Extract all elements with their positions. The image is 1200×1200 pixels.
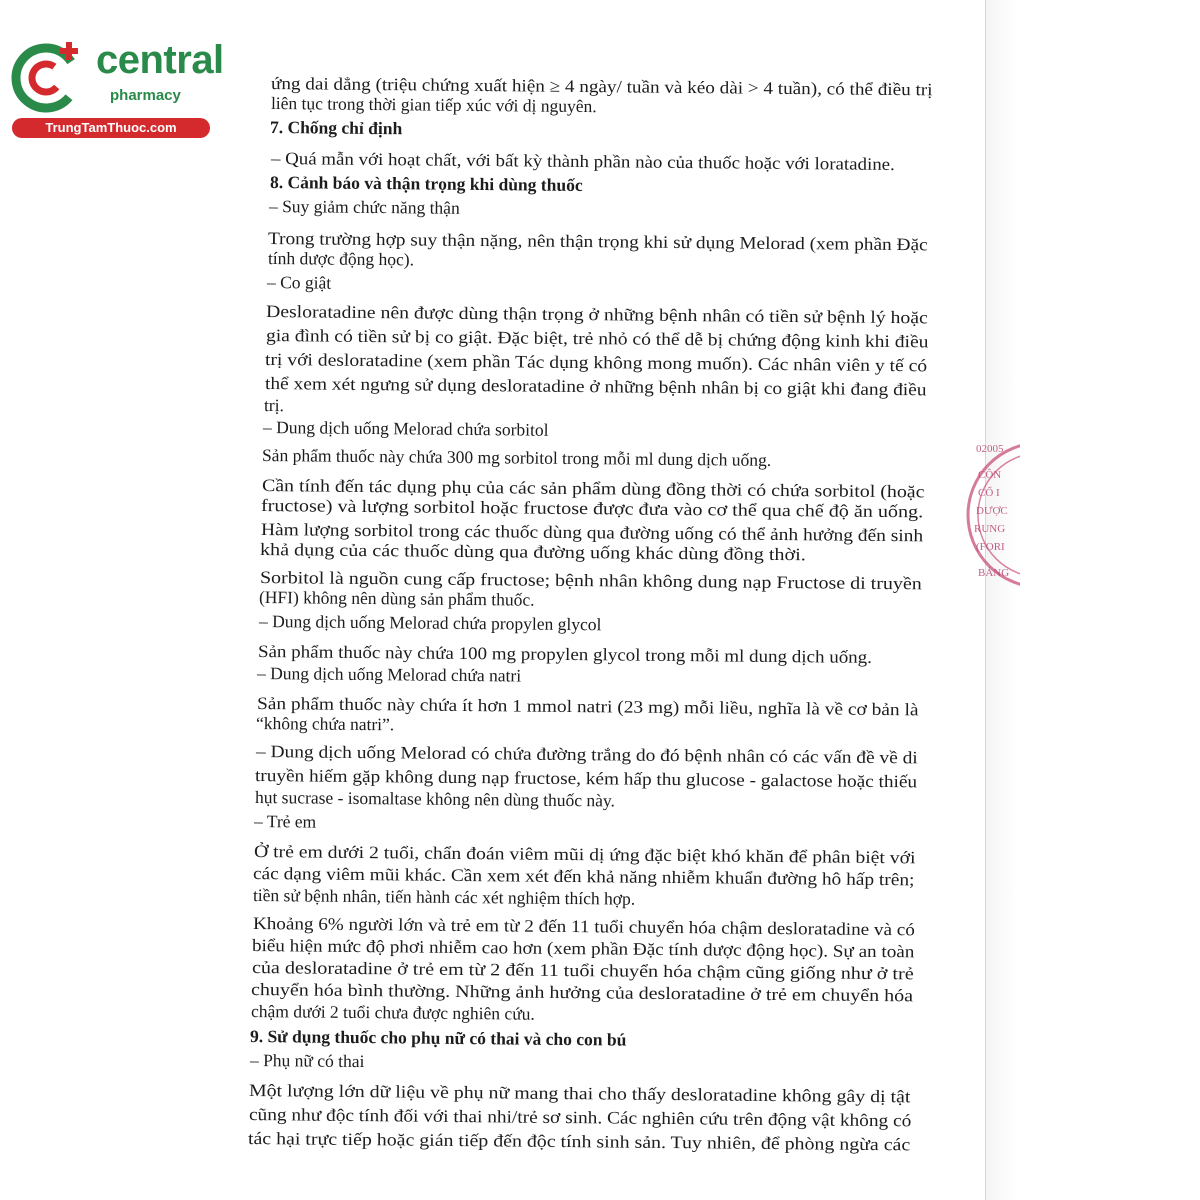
paragraph-line: Sorbitol là nguồn cung cấp fructose; bệnh nhân không dung nạp Fructose di truyền (259, 567, 922, 594)
paragraph-line: chuyển hóa bình thường. Những ảnh hưởng của desloratadine ở trẻ em chuyển hóa (250, 979, 914, 1006)
page-margin (986, 0, 1200, 1200)
paragraph-line: của desloratadine ở trẻ em từ 2 đến 11 tuổi chuyển hóa chậm cũng giống như ở trẻ (251, 957, 914, 984)
paragraph-line: – Dung dịch uống Melorad chứa sorbitol (262, 417, 549, 440)
paragraph-line: biểu hiện mức độ phơi nhiễm cao hơn (xem phần Đặc tính dược động học). Sự an toàn (251, 935, 915, 962)
paragraph-line: Sản phẩm thuốc này chứa 100 mg propylen glycol trong mỗi ml dung dịch uống. (257, 641, 873, 667)
stamp-text-line: BẢNG (978, 567, 1010, 579)
paragraph-line: – Co giật (266, 272, 332, 293)
paragraph-line: chậm dưới 2 tuổi chưa được nghiên cứu. (250, 1001, 535, 1024)
stamp-text-line: CỔ I (978, 487, 1000, 499)
paragraph-line: – Dung dịch uống Melorad chứa natri (256, 663, 522, 686)
paragraph-line: “không chứa natri”. (255, 713, 395, 735)
logo-site-banner: TrungTamThuoc.com (12, 118, 210, 138)
paragraph-line: các dạng viêm mũi khác. Cần xem xét đến khả năng nhiễm khuẩn đường hô hấp trên; (252, 863, 915, 890)
paragraph-line: gia đình có tiền sử bị co giật. Đặc biệt, trẻ nhỏ có thể dễ bị chứng động kinh khi điều (265, 325, 929, 352)
paragraph-line: tiền sử bệnh nhân, tiến hành các xét nghiệm thích hợp. (252, 885, 636, 909)
stamp-text-line: (FORI (976, 541, 1005, 553)
logo-sub-text: pharmacy (110, 87, 181, 104)
paragraph-line: (HFI) không nên dùng sản phẩm thuốc. (258, 587, 535, 610)
paragraph-line: tính dược động học). (267, 248, 415, 270)
paragraph-line: Desloratadine nên được dùng thận trọng ở những bệnh nhân có tiền sử bệnh lý hoặc (265, 301, 928, 328)
central-pharmacy-logo-icon (10, 38, 88, 116)
page-edge (985, 0, 986, 1200)
paragraph-line: khả dụng của các thuốc dùng qua đường uống khác dùng đồng thời. (259, 539, 806, 565)
paragraph-line: – Dung dịch uống Melorad chứa propylen glycol (258, 611, 602, 635)
paragraph-line: – Trẻ em (253, 811, 317, 832)
paragraph-line: – Suy giảm chức năng thận (268, 196, 460, 218)
stamp-text-line: RUNG (974, 523, 1006, 535)
section-heading: 8. Cảnh báo và thận trọng khi dùng thuốc (269, 172, 583, 196)
paragraph-line: Sản phẩm thuốc này chứa ít hơn 1 mmol natri (23 mg) mỗi liều, nghĩa là về cơ bản là (256, 693, 919, 720)
paragraph-line: liên tục trong thời gian tiếp xúc với dị nguyên. (270, 93, 597, 117)
paragraph-line: tác hại trực tiếp hoặc gián tiếp đến độc tính sinh sản. Tuy nhiên, để phòng ngừa các (247, 1128, 911, 1155)
paragraph-line: truyền hiếm gặp không dung nạp fructose, kém hấp thu glucose - galactose hoặc thiếu (254, 765, 918, 792)
paragraph-line: Ở trẻ em dưới 2 tuổi, chẩn đoán viêm mũi dị ứng đặc biệt khó khăn để phân biệt với (253, 841, 916, 868)
paragraph-line: cũng như độc tính đối với thai nhi/trẻ sơ sinh. Các nghiên cứu trên động vật không có (248, 1104, 912, 1131)
stamp-text-line: CÔN (978, 469, 1002, 481)
paragraph-line: hụt sucrase - isomaltase không nên dùng thuốc này. (254, 787, 616, 811)
paragraph-line: Khoảng 6% người lớn và trẻ em từ 2 đến 11 tuổi chuyển hóa chậm desloratadine và có (252, 913, 915, 940)
paragraph-line: thể xem xét ngưng sử dụng desloratadine ở những bệnh nhân bị co giật khi đang điều (264, 373, 927, 400)
section-heading: 7. Chống chỉ định (269, 117, 403, 139)
section-heading: 9. Sử dụng thuốc cho phụ nữ có thai và cho con bú (249, 1026, 627, 1050)
paragraph-line: Một lượng lớn dữ liệu về phụ nữ mang thai cho thấy desloratadine không gây dị tật (248, 1080, 911, 1107)
paragraph-line: ứng dai dẳng (triệu chứng xuất hiện ≥ 4 ngày/ tuần và kéo dài > 4 tuần), có thể điều trị (270, 73, 933, 100)
paragraph-line: – Dung dịch uống Melorad có chứa đường trắng do đó bệnh nhân có các vấn đề về di (255, 741, 918, 768)
paragraph-line: Cần tính đến tác dụng phụ của các sản phẩm dùng đồng thời có chứa sorbitol (hoặc (261, 475, 925, 502)
company-stamp (960, 430, 1020, 600)
logo-brand-text: central (96, 38, 224, 82)
paragraph-line: – Phụ nữ có thai (249, 1050, 365, 1072)
paragraph-line: Hàm lượng sorbitol trong các thuốc dùng qua đường uống có thể ảnh hưởng đến sinh (260, 519, 924, 546)
paragraph-line: – Quá mẫn với hoạt chất, với bất kỳ thành phần nào của thuốc hoặc với loratadine. (270, 148, 895, 174)
stamp-text-line: DƯỢC (976, 505, 1008, 517)
paragraph-line: fructose) và lượng sorbitol hoặc fructose được đưa vào cơ thể qua chế độ ăn uống. (260, 495, 924, 522)
stamp-text-line: 02005 (976, 443, 1004, 455)
paragraph-line: Sản phẩm thuốc này chứa 300 mg sorbitol trong mỗi ml dung dịch uống. (261, 445, 772, 470)
paragraph-line: Trong trường hợp suy thận nặng, nên thận trọng khi sử dụng Melorad (xem phần Đặc (267, 228, 928, 255)
paragraph-line: trị. (263, 395, 285, 416)
brand-logo (10, 38, 224, 138)
paragraph-line: trị với desloratadine (xem phần Tác dụng không mong muốn). Các nhân viên y tế có (264, 349, 928, 376)
